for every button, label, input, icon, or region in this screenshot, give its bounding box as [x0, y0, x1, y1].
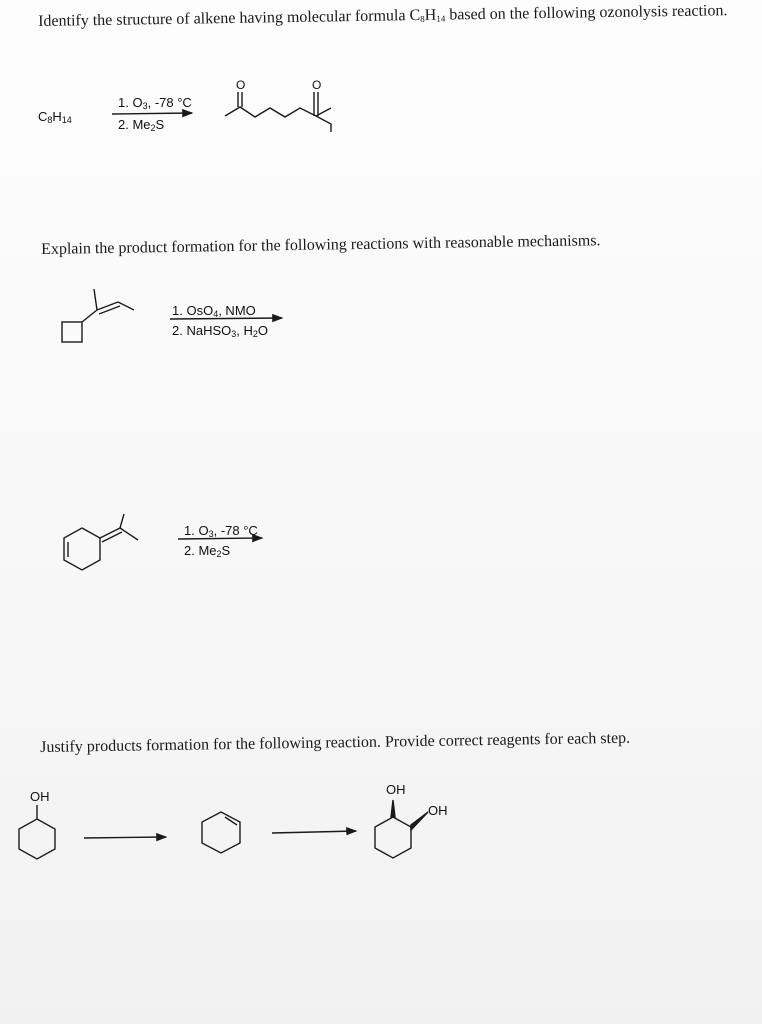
question-1-text: Identify the structure of alkene having molecular formula $C_8H_{14}$ based on the following ozonolysis reaction. — [38, 2, 728, 30]
q3-cyclohexanediol — [375, 800, 428, 858]
q1-product-oxygen-2: O — [312, 78, 322, 92]
q3-arrow-2 — [272, 831, 356, 833]
q3-product-oh-label-1: OH — [386, 782, 406, 797]
q3-cyclohexene — [202, 812, 240, 853]
q3-arrow-1 — [84, 837, 166, 838]
q1-reagent-1: 1. $O_3$, -78 °C — [118, 95, 192, 111]
q1-reagent-2: 2. $Me_2S$ — [118, 117, 165, 133]
q3-product-oh-label-2: OH — [428, 803, 448, 818]
q1-reaction-arrow — [112, 113, 192, 114]
q2b-cyclohexene-alkene — [64, 514, 138, 570]
q2b-reagent-2: 2. $Me_2S$ — [184, 543, 231, 559]
q1-product-oxygen-1: O — [236, 78, 246, 92]
question-2-text: Explain the product formation for the following reactions with reasonable mechanisms. — [41, 232, 601, 258]
q1-product-structure — [225, 92, 331, 132]
question-3-text: Justify products formation for the following reaction. Provide correct reagents for each step. — [40, 729, 631, 756]
q2b-reagent-1: 1. $O_3$, -78 °C — [184, 523, 258, 539]
q3-start-oh-label: OH — [30, 789, 50, 804]
q2a-reaction-arrow — [170, 318, 282, 319]
q2a-reagent-1: 1. OsO$_4$, NMO — [172, 303, 256, 319]
q2a-reagent-2: 2. NaHSO$_3$, $H_2O$ — [172, 323, 269, 339]
q2b-reaction-arrow — [178, 538, 262, 539]
q3-cyclohexanol — [19, 805, 55, 859]
molecular-formula: $C_8H_{14}$ — [38, 109, 72, 125]
q2a-cyclobutyl-alkene — [62, 289, 134, 342]
